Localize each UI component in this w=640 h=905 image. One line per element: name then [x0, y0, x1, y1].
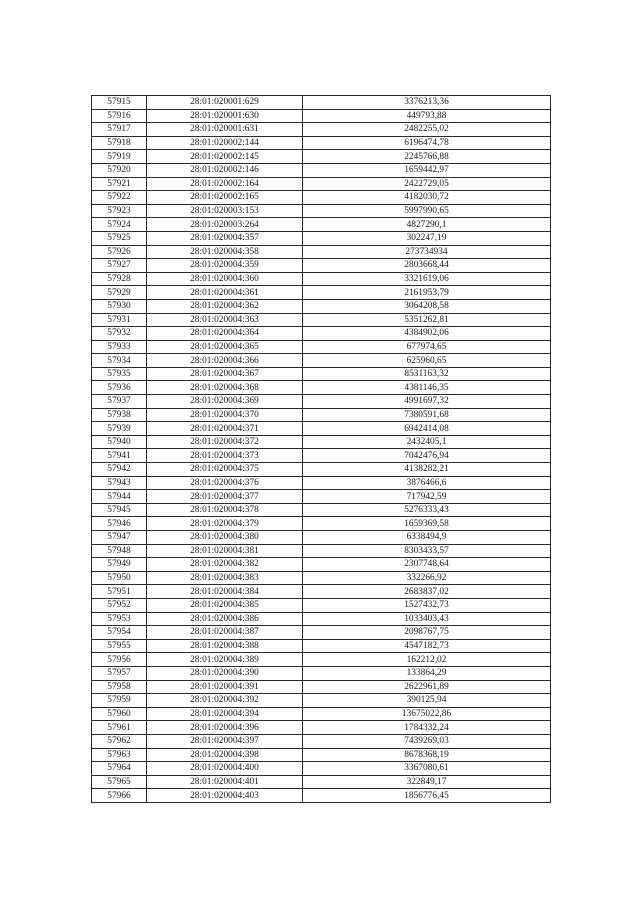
table-row — [92, 191, 551, 205]
cadastral-number-cell: 28:01:020004:391 — [147, 680, 303, 694]
table-row — [92, 544, 551, 558]
row-number-cell: 57936 — [92, 381, 147, 395]
table-row — [92, 327, 551, 341]
cadastral-number-cell: 28:01:020004:384 — [147, 585, 303, 599]
value-cell: 3376213,36 — [303, 96, 551, 110]
cadastral-number-cell: 28:01:020004:403 — [147, 789, 303, 803]
row-number-cell: 57966 — [92, 789, 147, 803]
row-number-cell: 57917 — [92, 123, 147, 137]
table-row — [92, 231, 551, 245]
value-cell: 162212,02 — [303, 653, 551, 667]
row-number-cell: 57965 — [92, 775, 147, 789]
value-cell: 449793,88 — [303, 109, 551, 123]
value-cell: 2803668,44 — [303, 259, 551, 273]
registry-table — [91, 95, 551, 803]
table-row — [92, 354, 551, 368]
table-row — [92, 367, 551, 381]
row-number-cell: 57941 — [92, 449, 147, 463]
table-row — [92, 163, 551, 177]
cadastral-number-cell: 28:01:020003:153 — [147, 204, 303, 218]
value-cell: 273734934 — [303, 245, 551, 259]
cadastral-number-cell: 28:01:020004:358 — [147, 245, 303, 259]
registry-table-body — [92, 96, 551, 803]
cadastral-number-cell: 28:01:020004:366 — [147, 354, 303, 368]
table-row — [92, 476, 551, 490]
row-number-cell: 57935 — [92, 367, 147, 381]
value-cell: 2422729,05 — [303, 177, 551, 191]
cadastral-number-cell: 28:01:020002:146 — [147, 163, 303, 177]
row-number-cell: 57952 — [92, 598, 147, 612]
value-cell: 5997990,65 — [303, 204, 551, 218]
value-cell: 2161953,79 — [303, 286, 551, 300]
cadastral-number-cell: 28:01:020004:400 — [147, 762, 303, 776]
cadastral-number-cell: 28:01:020004:368 — [147, 381, 303, 395]
row-number-cell: 57955 — [92, 639, 147, 653]
table-row — [92, 789, 551, 803]
cadastral-number-cell: 28:01:020004:362 — [147, 299, 303, 313]
cadastral-number-cell: 28:01:020004:394 — [147, 707, 303, 721]
cadastral-number-cell: 28:01:020004:385 — [147, 598, 303, 612]
cadastral-number-cell: 28:01:020004:380 — [147, 531, 303, 545]
row-number-cell: 57916 — [92, 109, 147, 123]
row-number-cell: 57939 — [92, 422, 147, 436]
table-row — [92, 639, 551, 653]
cadastral-number-cell: 28:01:020002:164 — [147, 177, 303, 191]
row-number-cell: 57956 — [92, 653, 147, 667]
cadastral-number-cell: 28:01:020004:398 — [147, 748, 303, 762]
table-row — [92, 775, 551, 789]
row-number-cell: 57932 — [92, 327, 147, 341]
row-number-cell: 57948 — [92, 544, 147, 558]
cadastral-number-cell: 28:01:020004:360 — [147, 272, 303, 286]
value-cell: 6196474,78 — [303, 136, 551, 150]
table-row — [92, 395, 551, 409]
cadastral-number-cell: 28:01:020004:381 — [147, 544, 303, 558]
cadastral-number-cell: 28:01:020004:364 — [147, 327, 303, 341]
cadastral-number-cell: 28:01:020004:367 — [147, 367, 303, 381]
value-cell: 2683837,02 — [303, 585, 551, 599]
value-cell: 1784332,24 — [303, 721, 551, 735]
cadastral-number-cell: 28:01:020004:363 — [147, 313, 303, 327]
table-row — [92, 612, 551, 626]
table-row — [92, 286, 551, 300]
value-cell: 1856776,45 — [303, 789, 551, 803]
value-cell: 625960,65 — [303, 354, 551, 368]
table-row — [92, 680, 551, 694]
table-row — [92, 585, 551, 599]
value-cell: 322849,17 — [303, 775, 551, 789]
row-number-cell: 57929 — [92, 286, 147, 300]
value-cell: 7439269,03 — [303, 734, 551, 748]
table-row — [92, 531, 551, 545]
row-number-cell: 57950 — [92, 571, 147, 585]
row-number-cell: 57945 — [92, 503, 147, 517]
cadastral-number-cell: 28:01:020004:401 — [147, 775, 303, 789]
table-row — [92, 748, 551, 762]
row-number-cell: 57962 — [92, 734, 147, 748]
table-row — [92, 666, 551, 680]
value-cell: 4182030,72 — [303, 191, 551, 205]
table-row — [92, 96, 551, 110]
value-cell: 5276333,43 — [303, 503, 551, 517]
value-cell: 3876466,6 — [303, 476, 551, 490]
table-row — [92, 204, 551, 218]
row-number-cell: 57918 — [92, 136, 147, 150]
value-cell: 4547182,73 — [303, 639, 551, 653]
table-row — [92, 259, 551, 273]
table-row — [92, 762, 551, 776]
table-row — [92, 449, 551, 463]
table-row — [92, 408, 551, 422]
cadastral-number-cell: 28:01:020002:165 — [147, 191, 303, 205]
row-number-cell: 57961 — [92, 721, 147, 735]
value-cell: 332266,92 — [303, 571, 551, 585]
row-number-cell: 57926 — [92, 245, 147, 259]
table-row — [92, 218, 551, 232]
cadastral-number-cell: 28:01:020004:397 — [147, 734, 303, 748]
row-number-cell: 57927 — [92, 259, 147, 273]
table-row — [92, 272, 551, 286]
cadastral-number-cell: 28:01:020001:630 — [147, 109, 303, 123]
cadastral-number-cell: 28:01:020004:390 — [147, 666, 303, 680]
table-row — [92, 381, 551, 395]
table-row — [92, 517, 551, 531]
row-number-cell: 57944 — [92, 490, 147, 504]
cadastral-number-cell: 28:01:020004:392 — [147, 694, 303, 708]
value-cell: 2307748,64 — [303, 558, 551, 572]
cadastral-number-cell: 28:01:020004:383 — [147, 571, 303, 585]
row-number-cell: 57947 — [92, 531, 147, 545]
cadastral-number-cell: 28:01:020002:145 — [147, 150, 303, 164]
table-row — [92, 558, 551, 572]
row-number-cell: 57954 — [92, 626, 147, 640]
cadastral-number-cell: 28:01:020001:631 — [147, 123, 303, 137]
cadastral-number-cell: 28:01:020004:389 — [147, 653, 303, 667]
value-cell: 3367080,61 — [303, 762, 551, 776]
cadastral-number-cell: 28:01:020004:372 — [147, 435, 303, 449]
table-row — [92, 707, 551, 721]
cadastral-number-cell: 28:01:020004:370 — [147, 408, 303, 422]
value-cell: 2622961,89 — [303, 680, 551, 694]
table-row — [92, 422, 551, 436]
cadastral-number-cell: 28:01:020004:387 — [147, 626, 303, 640]
value-cell: 1659442,97 — [303, 163, 551, 177]
row-number-cell: 57928 — [92, 272, 147, 286]
table-row — [92, 653, 551, 667]
cadastral-number-cell: 28:01:020004:379 — [147, 517, 303, 531]
value-cell: 7380591,68 — [303, 408, 551, 422]
table-row — [92, 299, 551, 313]
value-cell: 1033403,43 — [303, 612, 551, 626]
row-number-cell: 57920 — [92, 163, 147, 177]
row-number-cell: 57915 — [92, 96, 147, 110]
row-number-cell: 57919 — [92, 150, 147, 164]
cadastral-number-cell: 28:01:020004:375 — [147, 463, 303, 477]
table-row — [92, 490, 551, 504]
row-number-cell: 57960 — [92, 707, 147, 721]
cadastral-number-cell: 28:01:020003:264 — [147, 218, 303, 232]
row-number-cell: 57943 — [92, 476, 147, 490]
row-number-cell: 57923 — [92, 204, 147, 218]
row-number-cell: 57958 — [92, 680, 147, 694]
row-number-cell: 57921 — [92, 177, 147, 191]
cadastral-number-cell: 28:01:020004:361 — [147, 286, 303, 300]
row-number-cell: 57959 — [92, 694, 147, 708]
row-number-cell: 57938 — [92, 408, 147, 422]
cadastral-number-cell: 28:01:020004:396 — [147, 721, 303, 735]
value-cell: 6338494,9 — [303, 531, 551, 545]
cadastral-number-cell: 28:01:020004:376 — [147, 476, 303, 490]
table-row — [92, 340, 551, 354]
cadastral-number-cell: 28:01:020004:386 — [147, 612, 303, 626]
table-row — [92, 177, 551, 191]
table-row — [92, 721, 551, 735]
value-cell: 3321619,06 — [303, 272, 551, 286]
row-number-cell: 57942 — [92, 463, 147, 477]
row-number-cell: 57953 — [92, 612, 147, 626]
row-number-cell: 57949 — [92, 558, 147, 572]
value-cell: 677974,65 — [303, 340, 551, 354]
row-number-cell: 57957 — [92, 666, 147, 680]
table-row — [92, 435, 551, 449]
value-cell: 1659369,58 — [303, 517, 551, 531]
value-cell: 3064208,58 — [303, 299, 551, 313]
value-cell: 8531163,32 — [303, 367, 551, 381]
row-number-cell: 57946 — [92, 517, 147, 531]
row-number-cell: 57931 — [92, 313, 147, 327]
value-cell: 8303433,57 — [303, 544, 551, 558]
row-number-cell: 57963 — [92, 748, 147, 762]
cadastral-number-cell: 28:01:020004:371 — [147, 422, 303, 436]
cadastral-number-cell: 28:01:020004:378 — [147, 503, 303, 517]
value-cell: 4384902,06 — [303, 327, 551, 341]
table-row — [92, 734, 551, 748]
value-cell: 4138282,21 — [303, 463, 551, 477]
table-row — [92, 571, 551, 585]
table-row — [92, 694, 551, 708]
value-cell: 4991697,32 — [303, 395, 551, 409]
row-number-cell: 57964 — [92, 762, 147, 776]
table-row — [92, 503, 551, 517]
table-row — [92, 123, 551, 137]
value-cell: 13675022,86 — [303, 707, 551, 721]
value-cell: 5351262,81 — [303, 313, 551, 327]
cadastral-number-cell: 28:01:020004:377 — [147, 490, 303, 504]
value-cell: 1527432,73 — [303, 598, 551, 612]
row-number-cell: 57933 — [92, 340, 147, 354]
row-number-cell: 57937 — [92, 395, 147, 409]
cadastral-number-cell: 28:01:020004:388 — [147, 639, 303, 653]
value-cell: 2098767,75 — [303, 626, 551, 640]
row-number-cell: 57951 — [92, 585, 147, 599]
table-row — [92, 598, 551, 612]
table-row — [92, 109, 551, 123]
value-cell: 6942414,08 — [303, 422, 551, 436]
row-number-cell: 57940 — [92, 435, 147, 449]
cadastral-number-cell: 28:01:020004:357 — [147, 231, 303, 245]
cadastral-number-cell: 28:01:020004:382 — [147, 558, 303, 572]
value-cell: 390125,94 — [303, 694, 551, 708]
row-number-cell: 57934 — [92, 354, 147, 368]
value-cell: 717942,59 — [303, 490, 551, 504]
cadastral-number-cell: 28:01:020004:373 — [147, 449, 303, 463]
cadastral-number-cell: 28:01:020001:629 — [147, 96, 303, 110]
value-cell: 4381146,35 — [303, 381, 551, 395]
value-cell: 4827290,1 — [303, 218, 551, 232]
row-number-cell: 57924 — [92, 218, 147, 232]
table-row — [92, 136, 551, 150]
table-row — [92, 626, 551, 640]
value-cell: 302247,19 — [303, 231, 551, 245]
table-row — [92, 463, 551, 477]
value-cell: 2482255,02 — [303, 123, 551, 137]
cadastral-number-cell: 28:01:020004:369 — [147, 395, 303, 409]
table-row — [92, 313, 551, 327]
table-row — [92, 245, 551, 259]
row-number-cell: 57922 — [92, 191, 147, 205]
row-number-cell: 57930 — [92, 299, 147, 313]
value-cell: 133864,29 — [303, 666, 551, 680]
cadastral-number-cell: 28:01:020002:144 — [147, 136, 303, 150]
value-cell: 8678368,19 — [303, 748, 551, 762]
value-cell: 2432405,1 — [303, 435, 551, 449]
value-cell: 7042476,94 — [303, 449, 551, 463]
cadastral-number-cell: 28:01:020004:365 — [147, 340, 303, 354]
value-cell: 2245766,88 — [303, 150, 551, 164]
table-row — [92, 150, 551, 164]
row-number-cell: 57925 — [92, 231, 147, 245]
cadastral-number-cell: 28:01:020004:359 — [147, 259, 303, 273]
